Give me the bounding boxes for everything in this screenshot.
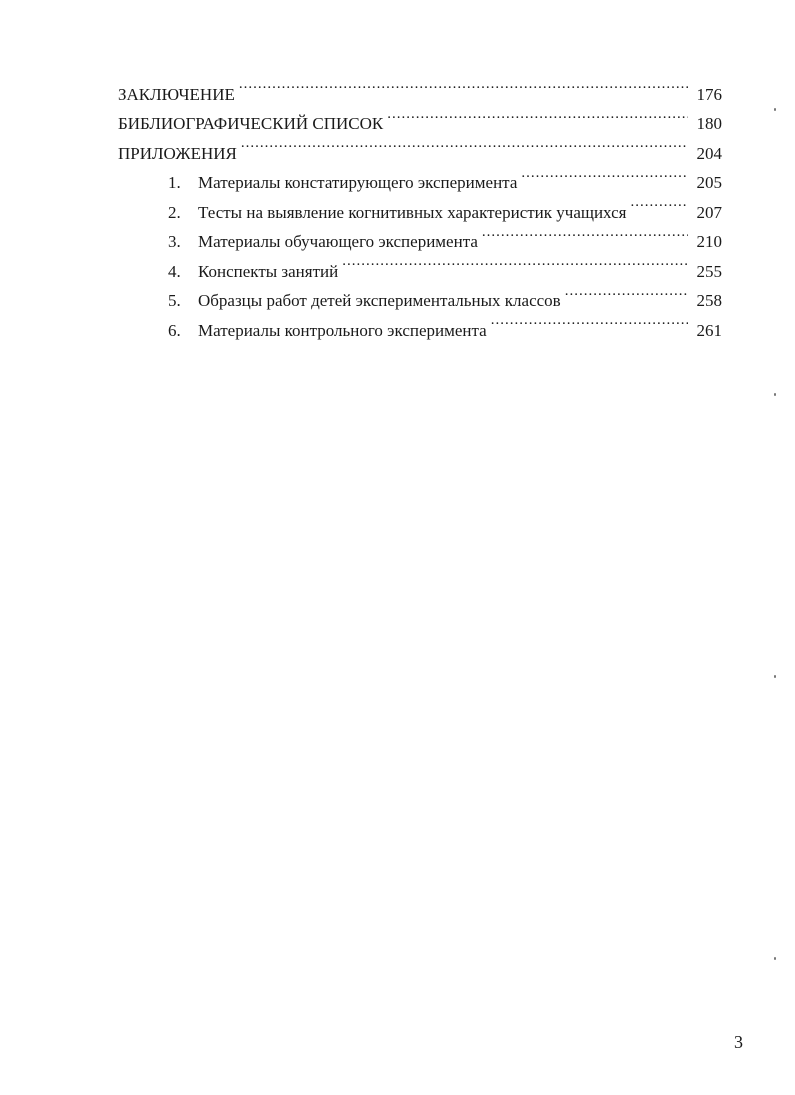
toc-subentry-title: Материалы констатирующего эксперимента [198,173,518,192]
toc-subentry-title: Конспекты занятий [198,261,339,281]
scan-artifact [774,675,776,678]
toc-subentry-title: Образцы работ детей экспериментальных классов [198,291,561,310]
toc-subentry-number: 3. [168,232,181,251]
toc-subentry-title: Материалы обучающего эксперимента [198,232,478,251]
toc-leader-dots [482,218,688,248]
toc-subentry-page: 258 [696,291,722,310]
toc-entry-page: 180 [696,114,722,133]
scan-artifact [774,957,776,960]
toc-subentry-number: 5. [168,291,181,310]
table-of-contents [118,70,722,340]
toc-leader-dots [241,129,688,159]
toc-subentry-page: 210 [696,232,722,251]
toc-entry-title: ПРИЛОЖЕНИЯ [118,143,237,163]
toc-subentry-number: 4. [168,261,181,281]
toc-subentry-page: 205 [696,173,722,192]
toc-leader-dots [491,306,688,336]
scan-artifact [774,108,776,111]
toc-subentry-number: 2. [168,202,181,222]
page-number: 3 [734,1032,743,1052]
toc-leader-dots [630,188,688,218]
toc-entry-title: БИБЛИОГРАФИЧЕСКИЙ СПИСОК [118,114,384,133]
toc-leader-dots [521,159,688,189]
toc-entry-page: 176 [696,84,722,104]
toc-subentry-page: 207 [696,202,722,222]
scan-artifact [774,393,776,396]
toc-subentry-page: 261 [696,320,722,340]
toc-leader-dots [239,70,688,100]
toc-subentry-number: 6. [168,320,181,340]
toc-entry-conclusion[interactable] [118,70,722,104]
toc-leader-dots [387,100,688,130]
toc-leader-dots [565,277,688,307]
toc-subentry-title: Материалы контрольного эксперимента [198,320,487,340]
toc-leader-dots [342,247,688,277]
toc-subentry-title: Тесты на выявление когнитивных характеристик учащихся [198,202,627,222]
toc-entry-title: ЗАКЛЮЧЕНИЕ [118,84,235,104]
toc-subentry-number: 1. [168,173,181,192]
toc-subentry-page: 255 [696,261,722,281]
toc-entry-page: 204 [696,143,722,163]
